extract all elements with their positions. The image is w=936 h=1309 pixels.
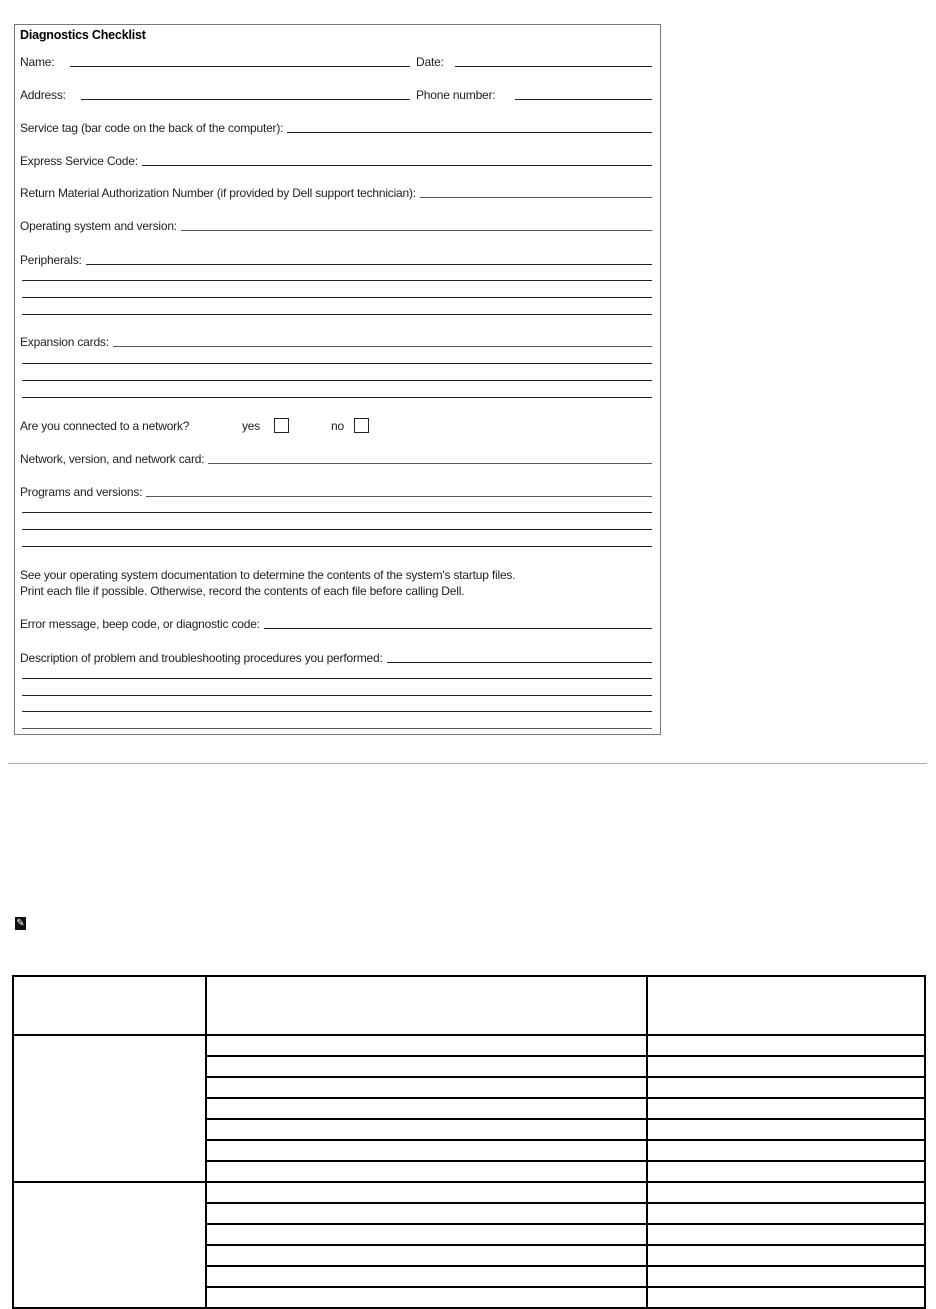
rma-label: Return Material Authorization Number (if provided by Dell support technician): xyxy=(20,186,420,200)
table-cell xyxy=(647,1056,925,1077)
table-row xyxy=(13,1035,925,1056)
error-label: Error message, beep code, or diagnostic code: xyxy=(20,617,264,631)
table-cell xyxy=(206,1035,647,1056)
date-line[interactable] xyxy=(455,66,652,67)
table-cell xyxy=(647,1035,925,1056)
table-cell xyxy=(206,1140,647,1161)
peripherals-line[interactable] xyxy=(22,280,652,281)
table-cell xyxy=(206,1203,647,1224)
table-cell xyxy=(206,1224,647,1245)
table-cell xyxy=(647,1224,925,1245)
table-cell xyxy=(206,1098,647,1119)
name-label: Name: xyxy=(20,55,58,69)
startup-text-2: Print each file if possible. Otherwise, record the contents of each file before calling Dell. xyxy=(20,584,468,598)
table-header-row xyxy=(13,976,925,1035)
expansion-line[interactable] xyxy=(20,346,652,347)
table-cell xyxy=(647,1245,925,1266)
group-cell xyxy=(13,1035,206,1182)
section-divider xyxy=(8,763,927,764)
table-cell xyxy=(206,1056,647,1077)
expansion-line[interactable] xyxy=(22,363,652,364)
peripherals-line[interactable] xyxy=(20,264,652,265)
date-label: Date: xyxy=(416,55,448,69)
no-label: no xyxy=(331,419,348,433)
peripherals-label: Peripherals: xyxy=(20,253,86,267)
table-row xyxy=(13,1182,925,1203)
startup-text-1: See your operating system documentation to determine the contents of the system's startup files. xyxy=(20,568,519,582)
peripherals-line[interactable] xyxy=(22,314,652,315)
empty-table xyxy=(12,975,926,1309)
description-label: Description of problem and troubleshooting procedures you performed: xyxy=(20,651,387,665)
table-cell xyxy=(647,1140,925,1161)
programs-label: Programs and versions: xyxy=(20,485,146,499)
table-cell xyxy=(206,1161,647,1182)
address-label: Address: xyxy=(20,88,70,102)
peripherals-line[interactable] xyxy=(22,297,652,298)
description-line[interactable] xyxy=(22,728,652,729)
table-cell xyxy=(647,1161,925,1182)
expansion-line[interactable] xyxy=(22,397,652,398)
table-cell xyxy=(647,1266,925,1287)
yes-label: yes xyxy=(242,419,264,433)
table-cell xyxy=(647,1098,925,1119)
description-line[interactable] xyxy=(22,678,652,679)
description-line[interactable] xyxy=(22,711,652,712)
table-cell xyxy=(206,1287,647,1308)
table-cell xyxy=(647,1203,925,1224)
table-cell xyxy=(206,1182,647,1203)
table-cell xyxy=(206,1119,647,1140)
table-cell xyxy=(206,1077,647,1098)
network-label: Network, version, and network card: xyxy=(20,452,208,466)
expansion-line[interactable] xyxy=(22,380,652,381)
description-line[interactable] xyxy=(22,695,652,696)
header-cell xyxy=(647,976,925,1035)
address-line[interactable] xyxy=(81,99,410,100)
group-cell xyxy=(13,1182,206,1308)
express-code-label: Express Service Code: xyxy=(20,154,142,168)
table-cell xyxy=(206,1266,647,1287)
expansion-label: Expansion cards: xyxy=(20,335,113,349)
table-cell xyxy=(647,1119,925,1140)
os-label: Operating system and version: xyxy=(20,219,181,233)
table-cell xyxy=(206,1245,647,1266)
table-cell xyxy=(647,1182,925,1203)
header-cell xyxy=(206,976,647,1035)
table-cell xyxy=(647,1287,925,1308)
phone-line[interactable] xyxy=(515,99,652,100)
programs-line[interactable] xyxy=(22,546,652,547)
programs-line[interactable] xyxy=(22,512,652,513)
service-tag-label: Service tag (bar code on the back of the computer): xyxy=(20,121,287,135)
pencil-note-icon: ✎ xyxy=(16,918,25,929)
phone-label: Phone number: xyxy=(416,88,499,102)
name-line[interactable] xyxy=(70,66,410,67)
programs-line[interactable] xyxy=(22,529,652,530)
no-checkbox[interactable] xyxy=(354,418,369,433)
checklist-title: Diagnostics Checklist xyxy=(20,28,150,42)
network-question: Are you connected to a network? xyxy=(20,419,193,433)
yes-checkbox[interactable] xyxy=(274,418,289,433)
diagnostics-checklist-form xyxy=(14,24,661,735)
header-cell xyxy=(13,976,206,1035)
table-cell xyxy=(647,1077,925,1098)
